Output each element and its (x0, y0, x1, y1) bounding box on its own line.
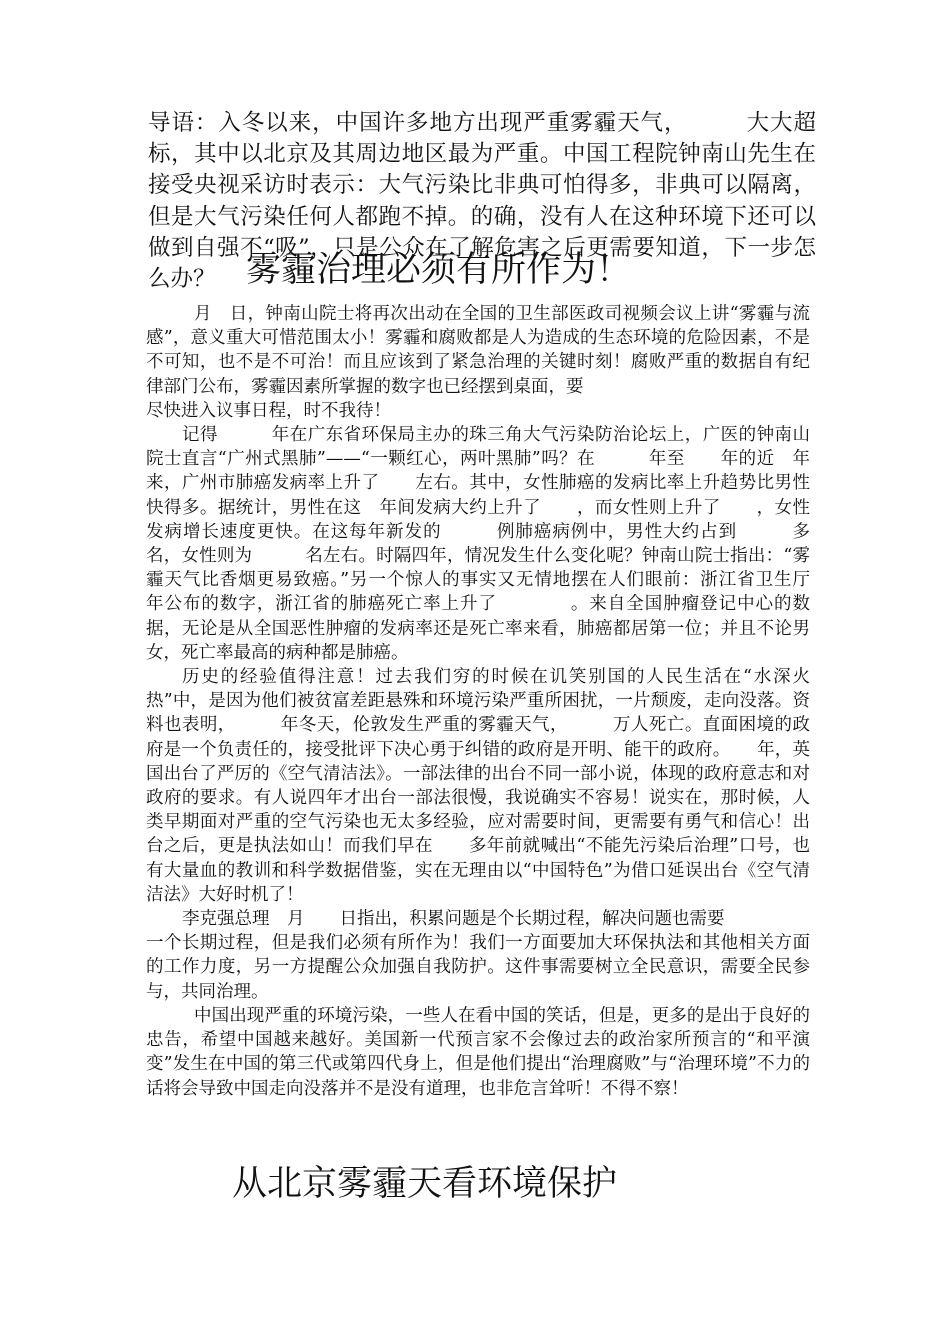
body-paragraph-4-continued: 一个长期过程，但是我们必须有所作为！我们一方面要加大环保执法和其他相关方面的工作力度，另一方提醒公众加强自我防护。这件事需要树立全民意识，需要全民参与，共同治理。 (146, 933, 810, 1002)
section-title-smog-governance: 雾霾治理必须有所作为！ (246, 250, 632, 290)
article-body (146, 302, 863, 1101)
body-paragraph-2: 记得 年在广东省环保局主办的珠三角大气污染防治论坛上，广医的钟南山院士直言“广州式黑肺”——“一颗红心，两叶黑肺”吗？在 年至 年的近 年来，广州市肺癌发病率上升了 左右。其中，女性肺癌的发病比率上升趋势比男性快得多。据统计，男性在这 年间发病大约上升了 ，而女性则上升了 ，女性发病增长速度更快。在这每年新发的 例肺癌病例中，男性大约占到 多名，女性则为 名左右。时隔四年，情况发生什么变化呢？钟南山院士指出：“雾霾天气比香烟更易致癌。”另一个惊人的事实又无情地摆在人们眼前：浙江省卫生厅 年公布的数字，浙江省的肺癌死亡率上升了 。来自全国肿瘤登记中心的数据，无论是从全国恶性肿瘤的发病率还是死亡率来看，肺癌都居第一位；并且不论男女，死亡率最高的病种都是肺癌。 (146, 425, 863, 663)
body-paragraph-3: 历史的经验值得注意！过去我们穷的时候在讥笑别国的人民生活在“水深火热”中，是因为他们被贫富差距悬殊和环境污染严重所困扰，一片颓废，走向没落。资料也表明， 年冬天，伦敦发生严重的雾霾天气， 万人死亡。直面困境的政府是一个负责任的，接受批评下决心勇于纠错的政府是开明、能干的政府。 年，英国出台了严厉的《空气清洁法》。一部法律的出台不同一部小说，体现的政府意志和对政府的要求。有人说四年才出台一部法很慢，我说确实不容易！说实在，那时候，人类早期面对严重的空气污染也无太多经验，应对需要时间，更需要有勇气和信心！出台之后，更是执法如山！而我们早在 多年前就喊出“不能先污染后治理”口号，也有大量血的教训和科学数据借鉴，实在无理由以“中国特色”为借口延误出台《空气清洁法》大好时机了！ (146, 667, 810, 905)
section-title-beijing-smog: 从北京雾霾天看环境保护 (232, 1164, 618, 1204)
body-paragraph-1-continued: 尽快进入议事日程，时不我待！ (146, 400, 391, 421)
body-paragraph-4: 李克强总理 月 日指出，积累问题是个长期过程，解决问题也需要 (182, 909, 725, 930)
body-paragraph-5: 中国出现严重的环境污染，一些人在看中国的笑话，但是，更多的是出于良好的忠告，希望中国越来越好。美国新一代预言家不会像过去的政治家所预言的“和平演变”发生在中国的第三代或第四代身上，但是他们提出“治理腐败”与“治理环境”不力的话将会导致中国走向没落并不是没有道理，也非危言耸听！不得不察！ (146, 1005, 810, 1099)
body-paragraph-1: 月 日，钟南山院士将再次出动在全国的卫生部医政司视频会议上讲“雾霾与流感”，意义重大可惜范围太小！雾霾和腐败都是人为造成的生态环境的危险因素，不是不可知，也不是不可治！而且应该到了紧急治理的关键时刻！腐败严重的数据自有纪律部门公布，雾霾因素所掌握的数字也已经摆到桌面，要 (146, 304, 810, 397)
intro-paragraph: 导语：入冬以来，中国许多地方出现严重雾霾天气， 大大超标，其中以北京及其周边地区最为严重。中国工程院钟南山先生在接受央视采访时表示：大气污染比非典可怕得多，非典可以隔离，但是大气污染任何人都跑不掉。的确，没有人在这种环境下还可以做到自强不“吸”，只是公众在了解危害之后更需要知道，下一步怎么办？ (148, 110, 816, 293)
